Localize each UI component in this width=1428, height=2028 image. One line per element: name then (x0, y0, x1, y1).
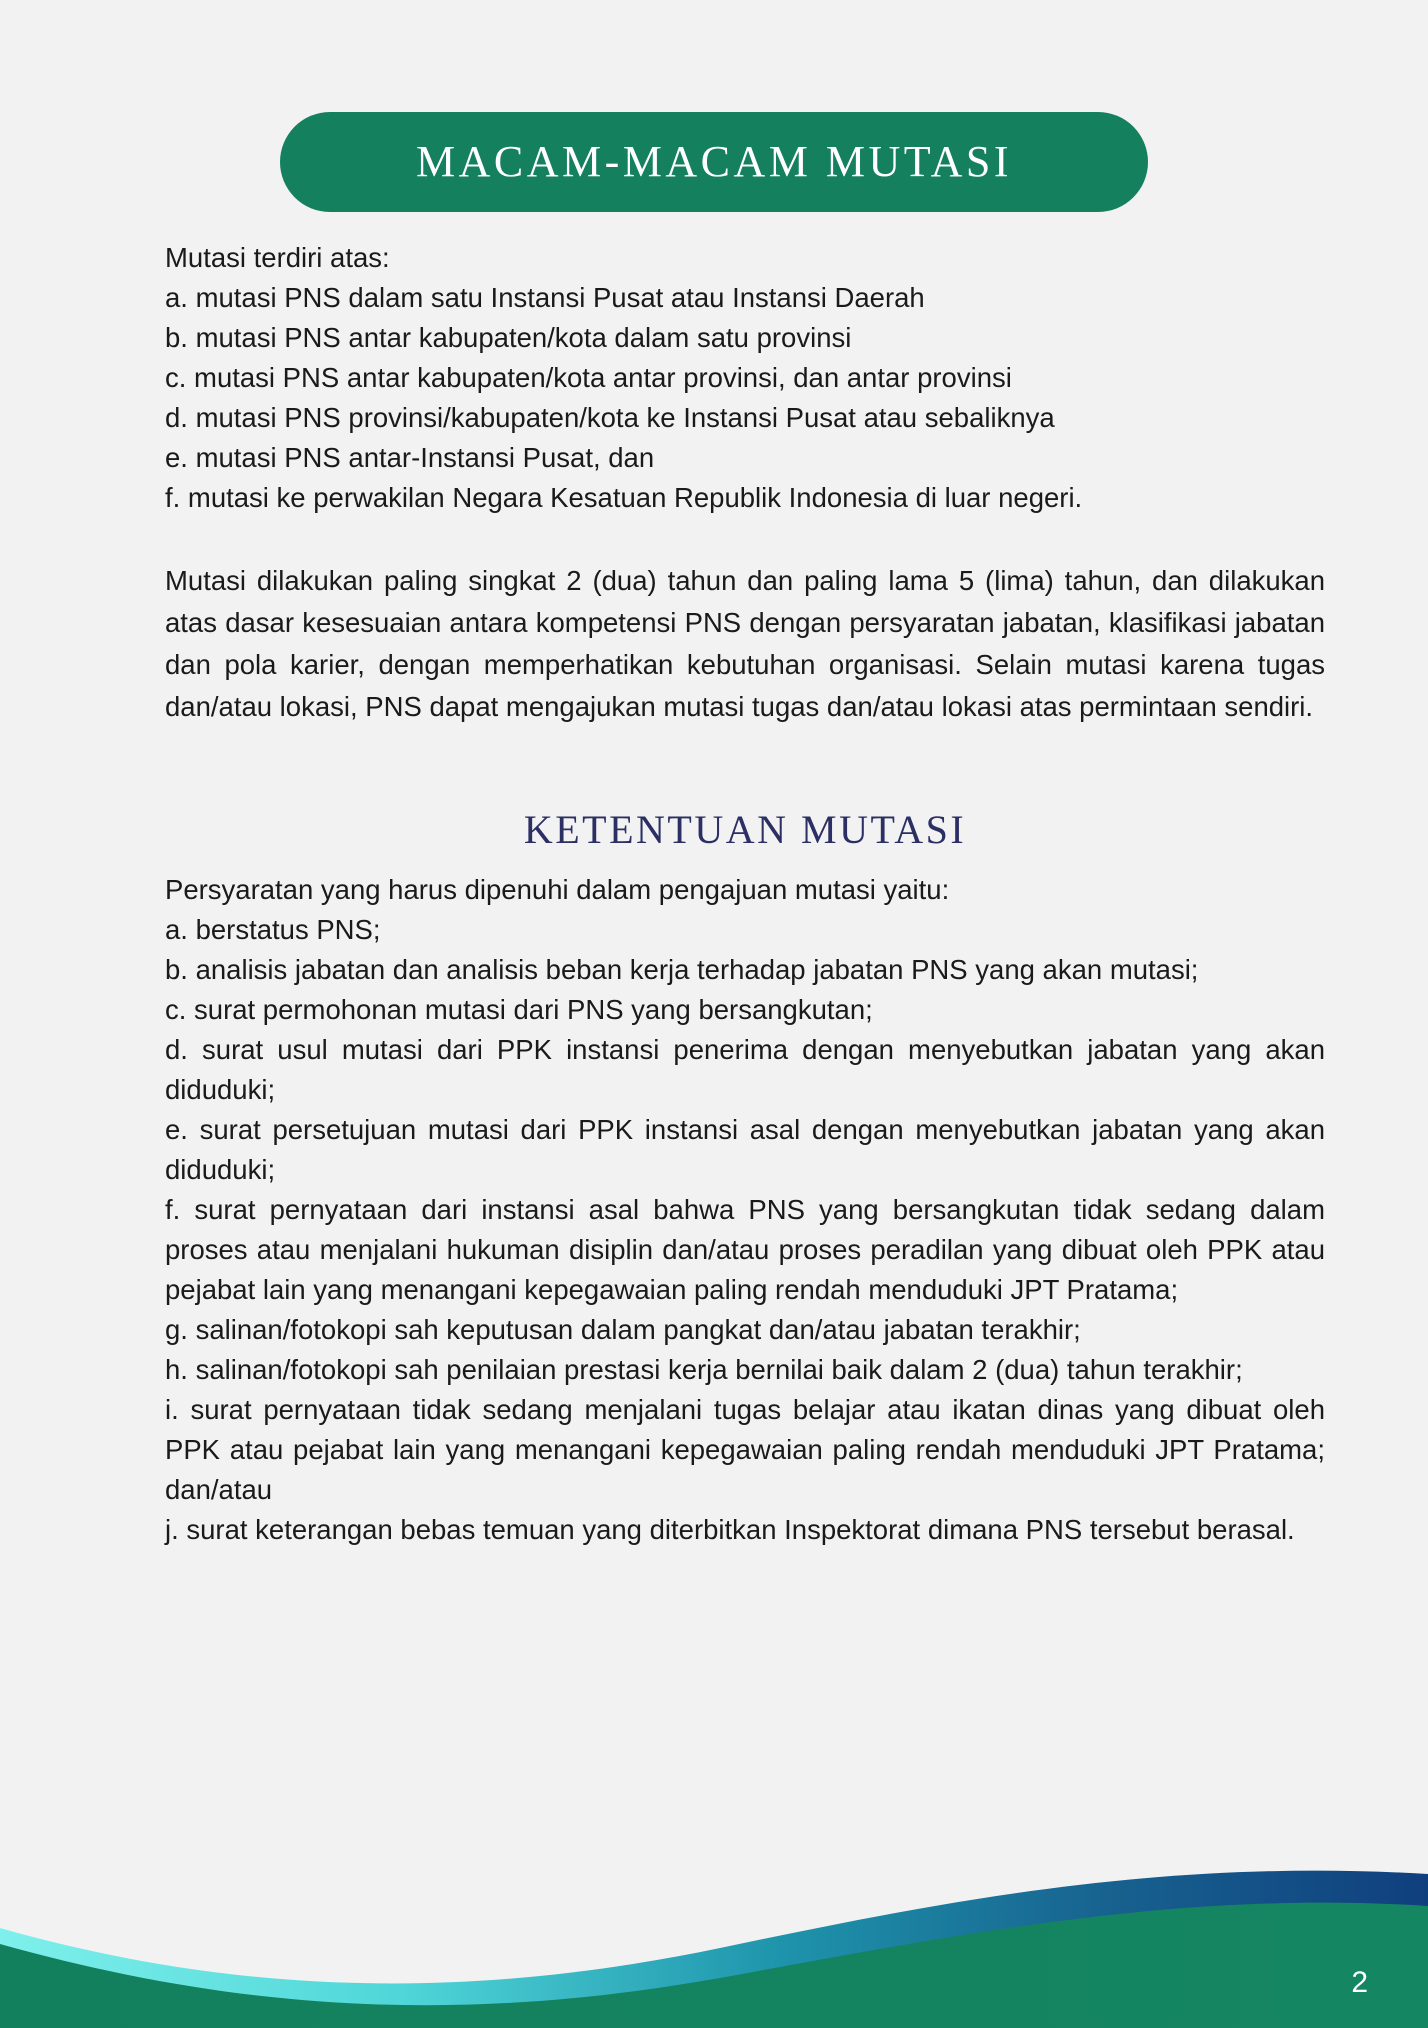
requirement-item-j: j. surat keterangan bebas temuan yang diterbitkan Inspektorat dimana PNS tersebut berasal. (165, 1514, 1295, 1545)
requirement-item-b: b. analisis jabatan dan analisis beban kerja terhadap jabatan PNS yang akan mutasi; (165, 954, 1199, 985)
requirement-item-a: a. berstatus PNS; (165, 914, 381, 945)
requirement-item-f: f. surat pernyataan dari instansi asal bahwa PNS yang bersangkutan tidak sedang dalam proses atau menjalani hukuman disiplin dan/atau proses peradilan yang dibuat oleh PPK atau pejabat lain yang menangani kepegawaian paling rendah menduduki JPT Pratama; (165, 1194, 1325, 1305)
title-banner-wrapper (0, 112, 1428, 212)
page-title: MACAM-MACAM MUTASI (415, 137, 1013, 186)
requirement-item-e: e. surat persetujuan mutasi dari PPK instansi asal dengan menyebutkan jabatan yang akan diduduki; (165, 1114, 1325, 1185)
paragraph-spacer (165, 518, 1325, 560)
title-banner (280, 112, 1148, 212)
requirements-lead: Persyaratan yang harus dipenuhi dalam pengajuan mutasi yaitu: (165, 874, 950, 905)
requirement-item-h: h. salinan/fotokopi sah penilaian prestasi kerja bernilai baik dalam 2 (dua) tahun terakhir; (165, 1354, 1243, 1385)
requirement-item-g: g. salinan/fotokopi sah keputusan dalam pangkat dan/atau jabatan terakhir; (165, 1314, 1081, 1345)
requirement-item-i: i. surat pernyataan tidak sedang menjalani tugas belajar atau ikatan dinas yang dibuat oleh PPK atau pejabat lain yang menangani kepegawaian paling rendah menduduki JPT Pratama; dan/atau (165, 1394, 1325, 1505)
document-body (165, 238, 1325, 1550)
intro-item-f: f. mutasi ke perwakilan Negara Kesatuan Republik Indonesia di luar negeri. (165, 482, 1083, 513)
intro-item-e: e. mutasi PNS antar-Instansi Pusat, dan (165, 442, 655, 473)
requirement-item-d: d. surat usul mutasi dari PPK instansi penerima dengan menyebutkan jabatan yang akan diduduki; (165, 1034, 1325, 1105)
intro-item-c: c. mutasi PNS antar kabupaten/kota antar provinsi, dan antar provinsi (165, 362, 1012, 393)
intro-paragraph: Mutasi dilakukan paling singkat 2 (dua) tahun dan paling lama 5 (lima) tahun, dan dilakukan atas dasar kesesuaian antara kompetensi PNS dengan persyaratan jabatan, klasifikasi jabatan dan pola karier, dengan memperhatikan kebutuhan organisasi. Selain mutasi karena tugas dan/atau lokasi, PNS dapat mengajukan mutasi tugas dan/atau lokasi atas permintaan sendiri. (165, 565, 1325, 722)
intro-item-a: a. mutasi PNS dalam satu Instansi Pusat atau Instansi Daerah (165, 282, 925, 313)
footer-wave-decoration (0, 1828, 1428, 2028)
section-heading-ketentuan-mutasi: KETENTUAN MUTASI (523, 807, 967, 852)
requirement-item-c: c. surat permohonan mutasi dari PNS yang bersangkutan; (165, 994, 873, 1025)
intro-lead: Mutasi terdiri atas: (165, 242, 390, 273)
intro-item-b: b. mutasi PNS antar kabupaten/kota dalam satu provinsi (165, 322, 852, 353)
page-number: 2 (1351, 1966, 1368, 1999)
intro-item-d: d. mutasi PNS provinsi/kabupaten/kota ke Instansi Pusat atau sebaliknya (165, 402, 1055, 433)
